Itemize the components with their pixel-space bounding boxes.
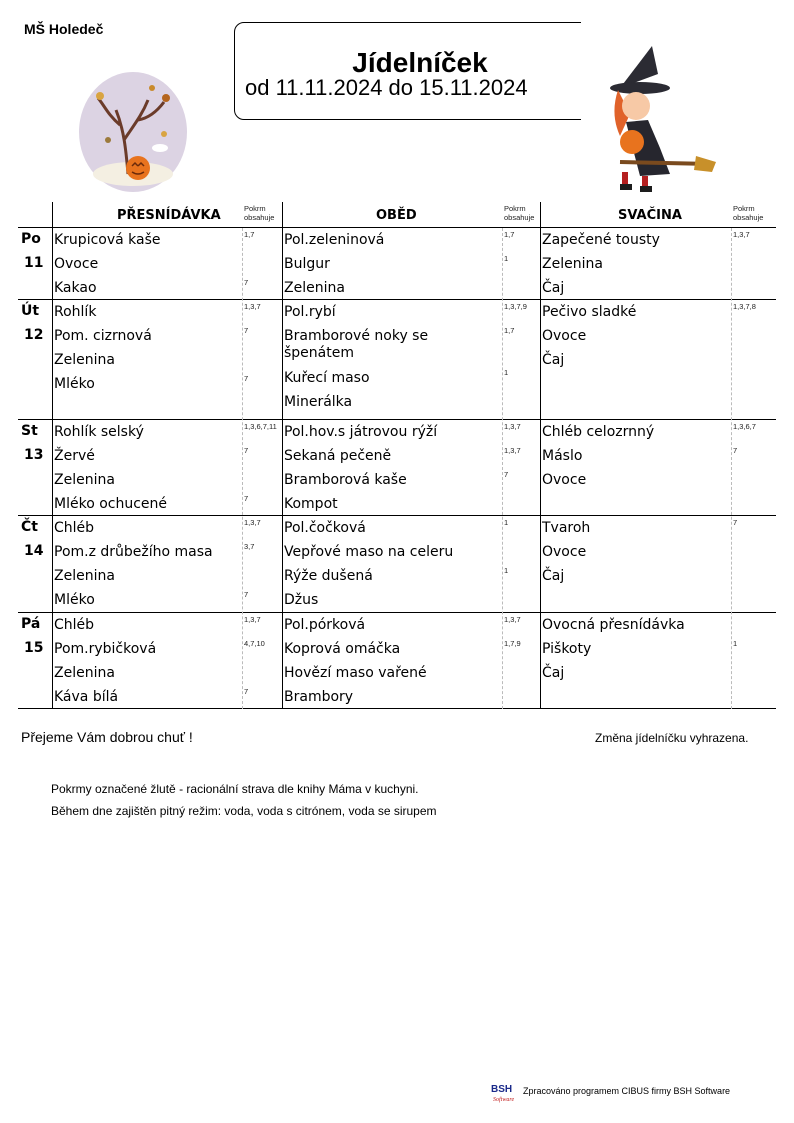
column-divider (52, 202, 53, 709)
day-row (18, 516, 776, 613)
allergen-codes: 1 (504, 368, 509, 377)
allergen-codes: 7 (244, 590, 249, 599)
lunch-item: Pol.zeleninová (284, 232, 385, 248)
day-row (18, 420, 776, 516)
allergen-codes: 1 (504, 518, 509, 527)
lunch-item: Minerálka (284, 394, 353, 410)
lunch-item: Sekaná pečeně (284, 448, 392, 464)
snack-item: Chléb celozrnný (542, 424, 655, 440)
day-row (18, 300, 776, 420)
bsh-logo-subtext: Software (493, 1097, 515, 1103)
allergen-header: Pokrm obsahuje (733, 204, 764, 222)
breakfast-item: Chléb (54, 617, 95, 633)
school-name: MŠ Holedeč (24, 21, 104, 37)
day-number: 15 (24, 640, 44, 656)
snack-item: Tvaroh (542, 520, 591, 536)
snack-item: Ovoce (542, 328, 587, 344)
page-title: Jídelníček (352, 47, 488, 78)
lunch-item: Džus (284, 592, 319, 608)
bsh-logo (489, 1082, 519, 1104)
witch-illustration (600, 44, 718, 200)
lunch-item: Rýže dušená (284, 568, 373, 584)
allergen-codes: 1,3,7 (244, 615, 261, 624)
footer-text: Zpracováno programem CIBUS firmy BSH Software (523, 1086, 731, 1096)
allergen-codes: 7 (244, 326, 249, 335)
allergen-codes: 7 (244, 494, 249, 503)
breakfast-item: Rohlík (54, 304, 97, 320)
breakfast-item: Zelenina (54, 352, 115, 368)
allergen-codes: 7 (733, 446, 738, 455)
bsh-logo-text: BSH (491, 1084, 513, 1095)
note-line: Pokrmy označené žlutě - racionální strava dle knihy Máma v kuchyni. (51, 782, 419, 796)
breakfast-item: Pom.z drůbežího masa (54, 544, 213, 560)
breakfast-header: PŘESNÍDÁVKA (117, 208, 221, 223)
breakfast-item: Mléko (54, 376, 95, 392)
day-number: 11 (24, 255, 44, 271)
allergen-codes: 1,3,7 (244, 302, 261, 311)
allergen-header: Pokrm obsahuje (244, 204, 275, 222)
lunch-header: OBĚD (376, 208, 417, 223)
menu-header-row (18, 202, 776, 228)
allergen-divider (731, 228, 732, 709)
day-abbreviation: St (21, 423, 38, 439)
breakfast-item: Mléko (54, 592, 95, 608)
lunch-item: Pol.čočková (284, 520, 366, 536)
breakfast-item: Chléb (54, 520, 95, 536)
column-divider (540, 202, 541, 709)
menu-table (18, 202, 776, 709)
day-abbreviation: Čt (21, 519, 38, 535)
allergen-divider (502, 228, 503, 709)
title-box (234, 22, 606, 120)
allergen-codes: 1,3,6,7 (733, 422, 756, 431)
breakfast-item: Žervé (54, 448, 95, 464)
allergen-codes: 1,7 (244, 230, 255, 239)
breakfast-item: Ovoce (54, 256, 99, 272)
date-range: od 11.11.2024 do 15.11.2024 (245, 75, 528, 100)
day-abbreviation: Po (21, 231, 41, 247)
breakfast-item: Zelenina (54, 568, 115, 584)
allergen-codes: 1 (504, 254, 509, 263)
autumn-tree-illustration (78, 70, 188, 194)
allergen-codes: 1,3,7,8 (733, 302, 756, 311)
snack-header: SVAČINA (618, 208, 682, 223)
day-abbreviation: Pá (21, 616, 41, 632)
allergen-codes: 7 (244, 278, 249, 287)
allergen-codes: 1,3,7 (504, 422, 521, 431)
day-number: 12 (24, 327, 44, 343)
allergen-codes: 1,3,7 (244, 518, 261, 527)
allergen-codes: 1,3,7 (504, 446, 521, 455)
lunch-item: Hovězí maso vařené (284, 665, 427, 681)
allergen-codes: 7 (244, 446, 249, 455)
menu-change-note: Změna jídelníčku vyhrazena. (595, 731, 749, 745)
allergen-codes: 1,7 (504, 326, 515, 335)
breakfast-item: Mléko ochucené (54, 496, 168, 512)
allergen-codes: 1,3,7 (504, 615, 521, 624)
allergen-codes: 4,7,10 (244, 639, 265, 648)
lunch-item: Pol.pórková (284, 617, 366, 633)
lunch-item: Pol.hov.s játrovou rýží (284, 424, 438, 440)
allergen-codes: 1,3,6,7,11 (244, 422, 277, 431)
breakfast-item: Káva bílá (54, 689, 119, 705)
allergen-codes: 7 (733, 518, 738, 527)
day-abbreviation: Út (21, 303, 40, 319)
lunch-item: Bramborová kaše (284, 472, 407, 488)
breakfast-item: Rohlík selský (54, 424, 144, 440)
lunch-item: Brambory (284, 689, 354, 705)
breakfast-item: Zelenina (54, 665, 115, 681)
allergen-codes: 1 (733, 639, 738, 648)
allergen-codes: 1,7,9 (504, 639, 521, 648)
lunch-item: Bramborové noky se špenátem (284, 328, 429, 361)
snack-item: Zapečené tousty (542, 232, 660, 248)
breakfast-item: Kakao (54, 280, 97, 296)
allergen-codes: 1 (504, 566, 509, 575)
snack-item: Ovoce (542, 472, 587, 488)
allergen-codes: 7 (504, 470, 509, 479)
wish-text: Přejeme Vám dobrou chuť ! (21, 729, 193, 745)
allergen-codes: 1,3,7,9 (504, 302, 527, 311)
lunch-item: Zelenina (284, 280, 345, 296)
snack-item: Ovocná přesnídávka (542, 617, 685, 633)
breakfast-item: Pom. cizrnová (54, 328, 152, 344)
allergen-header: Pokrm obsahuje (504, 204, 535, 222)
snack-item: Máslo (542, 448, 583, 464)
allergen-codes: 7 (244, 374, 249, 383)
lunch-item: Pol.rybí (284, 304, 336, 320)
breakfast-item: Pom.rybičková (54, 641, 157, 657)
day-number: 13 (24, 447, 44, 463)
allergen-codes: 1,7 (504, 230, 515, 239)
allergen-codes: 7 (244, 687, 249, 696)
allergen-codes: 1,3,7 (733, 230, 750, 239)
breakfast-item: Zelenina (54, 472, 115, 488)
snack-item: Pečivo sladké (542, 304, 637, 320)
snack-item: Čaj (542, 568, 565, 584)
day-number: 14 (24, 543, 44, 559)
lunch-item: Vepřové maso na celeru (284, 544, 454, 560)
snack-item: Čaj (542, 280, 565, 296)
snack-item: Piškoty (542, 641, 592, 657)
breakfast-item: Krupicová kaše (54, 232, 161, 248)
day-row (18, 613, 776, 709)
day-row (18, 228, 776, 300)
allergen-codes: 3,7 (244, 542, 255, 551)
snack-item: Zelenina (542, 256, 603, 272)
lunch-item: Bulgur (284, 256, 330, 272)
lunch-item: Koprová omáčka (284, 641, 401, 657)
allergen-divider (242, 228, 243, 709)
lunch-item: Kompot (284, 496, 338, 512)
lunch-item: Kuřecí maso (284, 370, 370, 386)
snack-item: Ovoce (542, 544, 587, 560)
snack-item: Čaj (542, 352, 565, 368)
note-line: Během dne zajištěn pitný režim: voda, voda s citrónem, voda se sirupem (51, 804, 437, 818)
column-divider (282, 202, 283, 709)
snack-item: Čaj (542, 665, 565, 681)
